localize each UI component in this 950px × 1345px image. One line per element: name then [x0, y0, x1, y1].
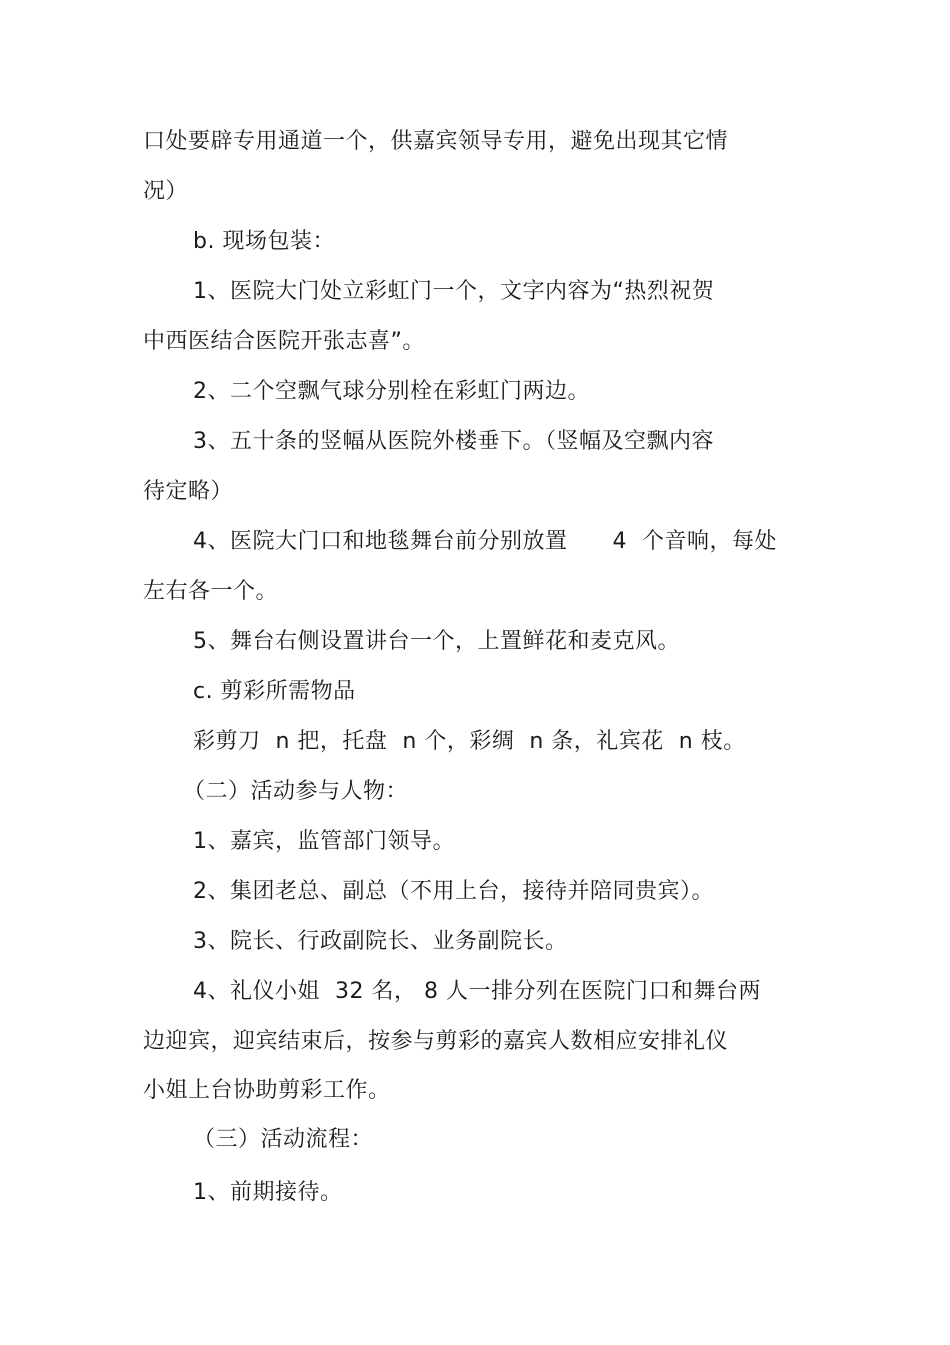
text-line: 1、医院大门处立彩虹门一个，文字内容为“热烈祝贺	[193, 279, 715, 304]
text-line: 待定略）	[143, 479, 234, 504]
text-line: （二）活动参与人物：	[183, 779, 409, 804]
text-line: （三）活动流程：	[193, 1127, 374, 1152]
text-line: 边迎宾，迎宾结束后，按参与剪彩的嘉宾人数相应安排礼仪	[143, 1029, 729, 1054]
text-line: 2、二个空飘气球分别栓在彩虹门两边。	[193, 379, 590, 404]
text-line: 小姐上台协助剪彩工作。	[143, 1078, 391, 1103]
text-line: 1、嘉宾，监管部门领导。	[193, 829, 455, 854]
text-line: c. 剪彩所需物品	[193, 679, 356, 704]
text-line: 况）	[143, 179, 189, 204]
text-line: 4、礼仪小姐 32 名， 8 人一排分列在医院门口和舞台两	[193, 979, 761, 1004]
text-line: 3、院长、行政副院长、业务副院长。	[193, 929, 568, 954]
text-line: 1、前期接待。	[193, 1180, 343, 1205]
text-line: 4、医院大门口和地毯舞台前分别放置 4 个音响，每处	[193, 529, 777, 554]
text-line: 3、五十条的竖幅从医院外楼垂下。（竖幅及空飘内容	[193, 429, 714, 454]
text-line: 5、舞台右侧设置讲台一个，上置鲜花和麦克风。	[193, 629, 680, 654]
text-line: 中西医结合医院开张志喜”。	[143, 329, 425, 354]
text-line: 2、集团老总、副总（不用上台，接待并陪同贵宾）。	[193, 879, 714, 904]
text-line: b. 现场包装：	[193, 229, 335, 254]
text-line: 左右各一个。	[143, 579, 279, 604]
text-line: 彩剪刀 n 把，托盘 n 个，彩绸 n 条，礼宾花 n 枝。	[193, 729, 746, 754]
text-line: 口处要辟专用通道一个，供嘉宾领导专用，避免出现其它情	[143, 129, 729, 154]
